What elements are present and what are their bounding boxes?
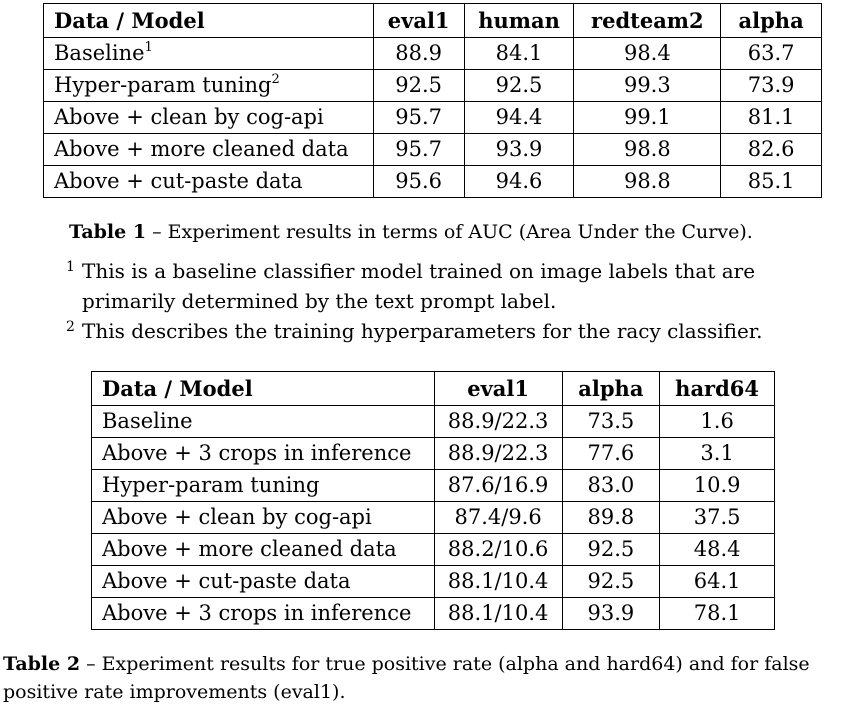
table-row [44, 102, 822, 134]
cell-value: 63.7 [721, 38, 822, 70]
row-label: Above + cut-paste data [92, 566, 435, 598]
caption-text: – Experiment results for true positive rate (alpha and hard64) and for false positive rate improvements (eval1). [3, 653, 810, 703]
cell-value: 88.9/22.3 [434, 406, 562, 438]
cell-value: 73.9 [721, 70, 822, 102]
cell-value: 93.9 [464, 134, 574, 166]
table-header-row [44, 4, 822, 38]
cell-value: 99.1 [574, 102, 721, 134]
row-label: Above + cut-paste data [44, 166, 374, 198]
table-row [92, 470, 775, 502]
row-label: Above + clean by cog-api [92, 502, 435, 534]
table-1-auc-results [43, 3, 822, 198]
cell-value: 88.1/10.4 [434, 566, 562, 598]
table-row [92, 566, 775, 598]
table-1-caption [69, 218, 829, 246]
row-label: Above + more cleaned data [44, 134, 374, 166]
footnote-mark: 2 [66, 319, 75, 335]
cell-value: 94.4 [464, 102, 574, 134]
table-row [92, 534, 775, 566]
cell-value: 10.9 [660, 470, 775, 502]
cell-value: 88.9/22.3 [434, 438, 562, 470]
row-label: Above + clean by cog-api [44, 102, 374, 134]
cell-value: 77.6 [562, 438, 660, 470]
row-label [44, 70, 374, 102]
cell-value: 88.9 [373, 38, 464, 70]
cell-value: 82.6 [721, 134, 822, 166]
cell-value: 89.8 [562, 502, 660, 534]
cell-value: 99.3 [574, 70, 721, 102]
footnote-mark: 1 [66, 259, 75, 275]
cell-value: 92.5 [562, 534, 660, 566]
row-label: Above + more cleaned data [92, 534, 435, 566]
header-alpha: alpha [562, 372, 660, 406]
cell-value: 88.2/10.6 [434, 534, 562, 566]
cell-value: 85.1 [721, 166, 822, 198]
table-row [92, 502, 775, 534]
table-row [44, 166, 822, 198]
cell-value: 73.5 [562, 406, 660, 438]
header-eval1: eval1 [373, 4, 464, 38]
table-row [92, 406, 775, 438]
footnote-text: This is a baseline classifier model trained on image labels that are primarily determined by the text prompt label. [82, 259, 756, 313]
table-header-row [92, 372, 775, 406]
footnote-1 [66, 256, 836, 316]
row-label: Above + 3 crops in inference [92, 438, 435, 470]
row-label: Above + 3 crops in inference [92, 598, 435, 630]
cell-value: 94.6 [464, 166, 574, 198]
cell-value: 98.8 [574, 134, 721, 166]
footnote-text: This describes the training hyperparameters for the racy classifier. [82, 319, 763, 343]
cell-value: 81.1 [721, 102, 822, 134]
cell-value: 95.7 [373, 134, 464, 166]
table-2-rate-results [91, 371, 775, 630]
row-label-text: Baseline [54, 41, 145, 65]
table-row [92, 598, 775, 630]
table-row [44, 70, 822, 102]
cell-value: 93.9 [562, 598, 660, 630]
cell-value: 48.4 [660, 534, 775, 566]
cell-value: 98.4 [574, 38, 721, 70]
caption-label: Table 2 [3, 653, 81, 675]
table-row [92, 438, 775, 470]
header-data-model: Data / Model [44, 4, 374, 38]
header-redteam2: redteam2 [574, 4, 721, 38]
table-row [44, 134, 822, 166]
cell-value: 87.4/9.6 [434, 502, 562, 534]
cell-value: 83.0 [562, 470, 660, 502]
header-data-model: Data / Model [92, 372, 435, 406]
cell-value: 3.1 [660, 438, 775, 470]
cell-value: 84.1 [464, 38, 574, 70]
row-label-text: Hyper-param tuning [54, 73, 272, 97]
caption-text: – Experiment results in terms of AUC (Area Under the Curve). [146, 221, 753, 243]
cell-value: 92.5 [373, 70, 464, 102]
cell-value: 1.6 [660, 406, 775, 438]
cell-value: 88.1/10.4 [434, 598, 562, 630]
header-alpha: alpha [721, 4, 822, 38]
footnote-ref: 1 [144, 40, 153, 55]
cell-value: 98.8 [574, 166, 721, 198]
cell-value: 92.5 [464, 70, 574, 102]
cell-value: 64.1 [660, 566, 775, 598]
cell-value: 92.5 [562, 566, 660, 598]
header-human: human [464, 4, 574, 38]
footnote-2 [66, 316, 836, 346]
cell-value: 95.7 [373, 102, 464, 134]
header-eval1: eval1 [434, 372, 562, 406]
row-label: Baseline [92, 406, 435, 438]
footnote-ref: 2 [271, 72, 280, 87]
row-label: Hyper-param tuning [92, 470, 435, 502]
table-2-caption [3, 650, 863, 706]
cell-value: 87.6/16.9 [434, 470, 562, 502]
header-hard64: hard64 [660, 372, 775, 406]
cell-value: 95.6 [373, 166, 464, 198]
caption-label: Table 1 [69, 221, 147, 243]
row-label [44, 38, 374, 70]
cell-value: 37.5 [660, 502, 775, 534]
table-row [44, 38, 822, 70]
cell-value: 78.1 [660, 598, 775, 630]
